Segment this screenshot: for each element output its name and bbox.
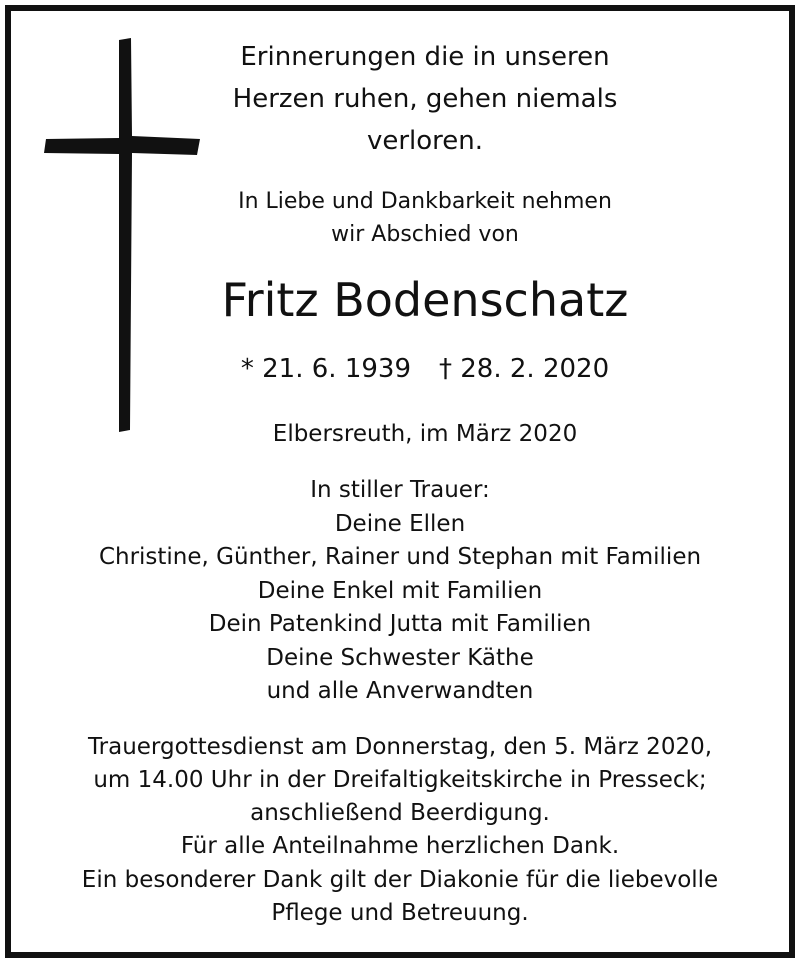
mourners-heading: In stiller Trauer: bbox=[310, 477, 490, 503]
birth-date: * 21. 6. 1939 bbox=[240, 354, 411, 384]
place-and-date: Elbersreuth, im März 2020 bbox=[272, 421, 578, 447]
mourner-line: Deine Ellen bbox=[334, 511, 466, 537]
intro-line-2: wir Abschied von bbox=[331, 222, 519, 247]
service-line: Für alle Anteilnahme herzlichen Dank. bbox=[180, 833, 620, 859]
life-dates bbox=[200, 352, 650, 386]
service-line: um 14.00 Uhr in der Dreifaltigkeitskirche in Presseck; bbox=[93, 767, 707, 793]
mourner-line: Deine Enkel mit Familien bbox=[257, 578, 543, 604]
memorial-quote-line-3: verloren. bbox=[366, 126, 484, 156]
mourner-line: Deine Schwester Käthe bbox=[266, 645, 534, 671]
death-date: † 28. 2. 2020 bbox=[439, 354, 610, 384]
memorial-quote-line-2: Herzen ruhen, gehen niemals bbox=[232, 84, 618, 114]
mourner-line: Dein Patenkind Jutta mit Familien bbox=[208, 611, 592, 637]
service-line: Ein besonderer Dank gilt der Diakonie für die liebevolle bbox=[81, 867, 719, 893]
service-line: anschließend Beerdigung. bbox=[250, 800, 550, 826]
service-line: Trauergottesdienst am Donnerstag, den 5. März 2020, bbox=[87, 734, 713, 760]
service-line: Pflege und Betreuung. bbox=[271, 900, 529, 926]
memorial-quote-line-1: Erinnerungen die in unseren bbox=[240, 42, 610, 72]
deceased-name: Fritz Bodenschatz bbox=[221, 273, 629, 327]
mourner-line: Christine, Günther, Rainer und Stephan mit Familien bbox=[98, 544, 702, 570]
mourner-line: und alle Anverwandten bbox=[266, 678, 534, 704]
intro-line-1: In Liebe und Dankbarkeit nehmen bbox=[238, 189, 612, 214]
